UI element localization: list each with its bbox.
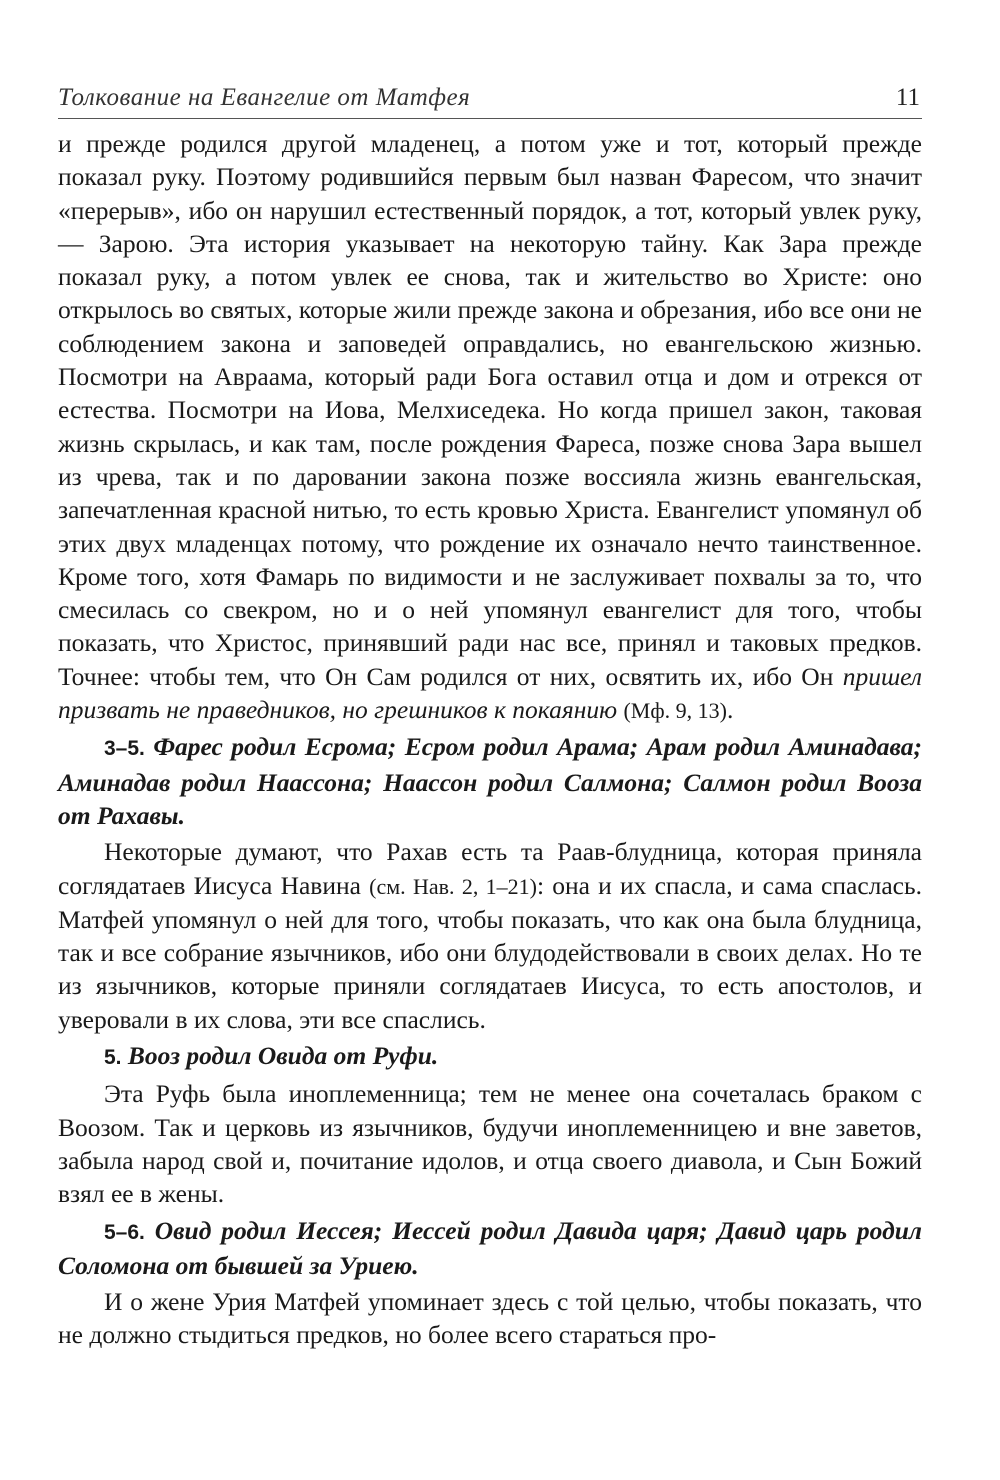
running-header xyxy=(58,84,922,119)
book-page xyxy=(58,84,922,1352)
paragraph-1-quote: пришел призвать не праведников, но грешников к покаянию xyxy=(58,661,922,725)
paragraph-1-text: и прежде родился другой младенец, а потом уже и тот, который прежде показал руку. Поэтому родившийся первым был назван Фаресом, что значит «перерыв», ибо он нарушил естественный порядок, а тот, который увлек руку, — Зарою. Эта история указывает на некоторую тайну. Как Зара прежде показал руку, а потом увлек ее снова, так и жительство во Христе: оно открылось во святых, которые жили прежде закона и обрезания, ибо все они не соблюдением закона и заповедей оправдались, но евангельскою жизнью. Посмотри на Авраама, который ради Бога оставил отца и дом и отрекся от естества. Посмотри на Иова, Мелхиседека. Но когда пришел закон, таковая жизнь скрылась, и как там, после рождения Фареса, позже снова Зара вышел из чрева, так и по даровании закона позже воссияла жизнь евангельская, запечатленная красной нитью, то есть кровью Христа. Евангелист упомянул об этих двух младенцах потому, что рождение их означало нечто таинственное. Кроме того, хотя Фамарь по видимости и не заслуживает похвалы за то, что смесилась со свекром, но и о ней упомянул евангелист для того, чтобы показать, что Христос, принявший ради нас все, принял и таковых предков. Точнее: чтобы тем, что Он Сам родился от них, освятить их, ибо Он xyxy=(58,129,922,691)
paragraph-1-reference: (Мф. 9, 13) xyxy=(623,698,727,724)
verse-text-2: Вооз родил Овида от Руфи. xyxy=(127,1041,439,1071)
paragraph-2 xyxy=(58,835,922,1036)
verse-heading-1 xyxy=(58,730,922,832)
verse-text-3: Овид родил Иессея; Иессей родил Давида царя; Давид царь родил Соломона от бывшей за Уриею. xyxy=(58,1215,922,1280)
paragraph-1-end: . xyxy=(726,695,734,725)
paragraph-4: И о жене Урия Матфей упоминает здесь с той целью, чтобы показать, что не должно стыдиться предков, но более всего стараться про- xyxy=(58,1287,922,1350)
verse-number-3: 5–6. xyxy=(104,1220,145,1244)
verse-heading-3 xyxy=(58,1214,922,1283)
verse-number-1: 3–5. xyxy=(104,737,145,761)
running-title: Толкование на Евангелие от Матфея xyxy=(58,84,471,111)
verse-number-2: 5. xyxy=(104,1046,122,1070)
verse-text-1: Фарес родил Есрома; Есром родил Арама; Арам родил Аминадава; Аминадав родил Наассона; Наассон родил Салмона; Салмон родил Вооза от Рахавы. xyxy=(58,732,922,830)
verse-heading-2 xyxy=(58,1039,922,1074)
paragraph-3: Эта Руфь была иноплеменница; тем не менее она сочеталась браком с Воозом. Так и церковь из язычников, будучи иноплеменницею и вне заветов, забыла народ свой и, почитание идолов, и отца своего диавола, и Сын Божий взял ее в жены. xyxy=(58,1079,922,1209)
page-number: 11 xyxy=(895,84,920,111)
paragraph-2-text-a: Некоторые думают, что Рахав есть та Раав-блудница, которая приняла соглядатаев Иисуса Навина xyxy=(58,837,922,900)
paragraph-2-reference: (см. Нав. 2, 1–21) xyxy=(369,873,537,899)
paragraph-2-text-b: : она и их спасла, и сама спаслась. Матфей упомянул о ней для того, чтобы показать, что как она была блудница, так и все собрание язычников, ибо они блудодействовали в своих делах. Но те из язычников, которые приняли соглядатаев Иисуса, то есть апостолов, и уверовали в их слова, эти все спаслись. xyxy=(58,870,923,1034)
paragraph-1 xyxy=(58,127,922,727)
